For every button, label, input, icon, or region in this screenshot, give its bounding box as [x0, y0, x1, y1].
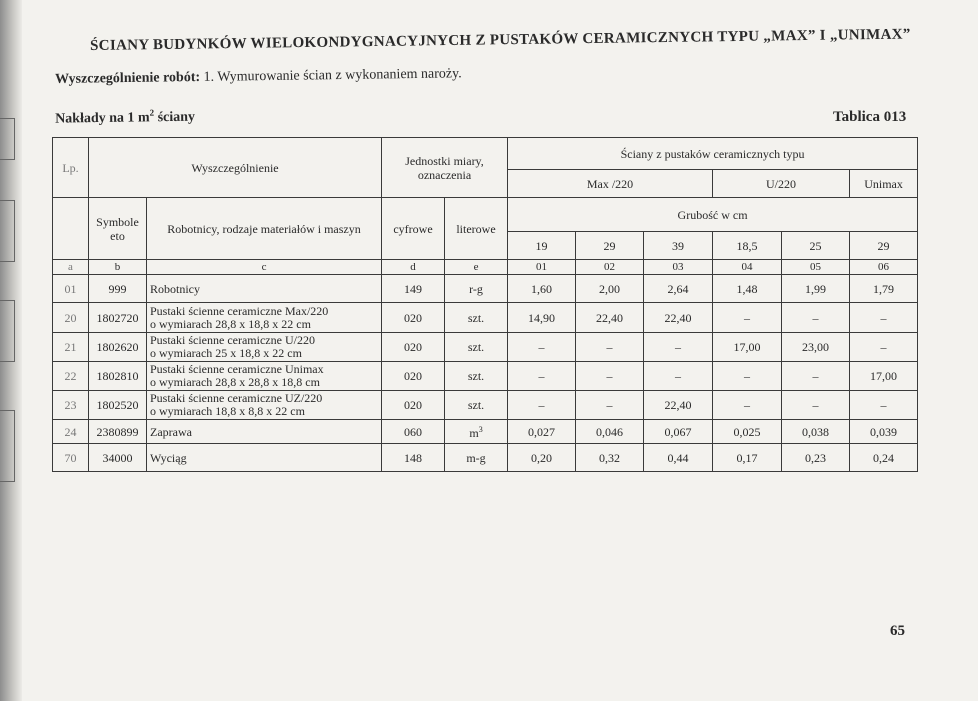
row-name: Wyciąg	[147, 444, 382, 472]
col-code: 04	[713, 260, 782, 275]
row-value: 0,038	[782, 420, 850, 444]
table-row	[53, 420, 918, 444]
row-value: –	[713, 303, 782, 333]
row-lp: 20	[53, 303, 89, 333]
row-unit-code: 020	[382, 391, 445, 420]
table-row	[53, 333, 918, 362]
row-name-line1: Pustaki ścienne ceramiczne Unimax	[150, 362, 324, 376]
margin-tab	[0, 300, 15, 362]
page-number: 65	[890, 623, 905, 639]
header-lp-blank	[53, 198, 89, 260]
margin-tab	[0, 118, 15, 160]
table-row	[53, 362, 918, 391]
row-value: –	[713, 391, 782, 420]
col-code: 05	[782, 260, 850, 275]
row-unit-code: 020	[382, 303, 445, 333]
row-value: 22,40	[644, 303, 713, 333]
header-literowe: literowe	[445, 198, 508, 260]
row-value: 0,32	[576, 444, 644, 472]
row-name	[147, 391, 382, 420]
row-value: 17,00	[850, 362, 918, 391]
row-unit-code: 149	[382, 275, 445, 303]
row-value: –	[782, 303, 850, 333]
table-row	[53, 275, 918, 303]
header-max: Max /220	[508, 170, 713, 198]
header-grubosc: Grubość w cm	[508, 198, 918, 232]
row-lp: 24	[53, 420, 89, 444]
row-value: –	[782, 391, 850, 420]
row-symbol: 2380899	[89, 420, 147, 444]
thickness-cell: 29	[576, 232, 644, 260]
letter-cell: d	[382, 260, 445, 275]
thickness-cell: 18,5	[713, 232, 782, 260]
thickness-cell: 25	[782, 232, 850, 260]
row-value: –	[850, 303, 918, 333]
row-value: –	[782, 362, 850, 391]
table-row	[53, 444, 918, 472]
row-value: –	[713, 362, 782, 391]
header-u: U/220	[713, 170, 850, 198]
header-lp: Lp.	[53, 138, 89, 198]
header-unimax: Unimax	[850, 170, 918, 198]
row-symbol: 1802520	[89, 391, 147, 420]
row-value: –	[508, 362, 576, 391]
row-lp: 22	[53, 362, 89, 391]
row-value: 1,99	[782, 275, 850, 303]
row-value: 1,79	[850, 275, 918, 303]
margin-tab	[0, 410, 15, 482]
row-value: 0,20	[508, 444, 576, 472]
row-name-line2: o wymiarach 18,8 x 8,8 x 22 cm	[150, 404, 305, 418]
col-code: 01	[508, 260, 576, 275]
row-name	[147, 333, 382, 362]
naklady-suffix: ściany	[154, 109, 196, 126]
row-value: –	[576, 391, 644, 420]
row-value: 14,90	[508, 303, 576, 333]
row-value: –	[576, 362, 644, 391]
thickness-cell: 29	[850, 232, 918, 260]
row-unit-letter: szt.	[445, 303, 508, 333]
row-lp: 70	[53, 444, 89, 472]
row-value: 22,40	[576, 303, 644, 333]
row-unit-code: 020	[382, 333, 445, 362]
row-name-line2: o wymiarach 28,8 x 28,8 x 18,8 cm	[150, 375, 320, 389]
row-value: –	[508, 391, 576, 420]
letter-cell: e	[445, 260, 508, 275]
row-unit-code: 020	[382, 362, 445, 391]
margin-tab	[0, 200, 15, 262]
row-name-line1: Pustaki ścienne ceramiczne Max/220	[150, 303, 329, 318]
header-wyszczegolnienie: Wyszczególnienie	[89, 138, 382, 198]
row-value: 0,44	[644, 444, 713, 472]
row-unit-letter: szt.	[445, 362, 508, 391]
row-lp: 21	[53, 333, 89, 362]
row-value: 0,046	[576, 420, 644, 444]
row-value: 0,067	[644, 420, 713, 444]
row-unit-letter: szt.	[445, 333, 508, 362]
naklady-prefix: Nakłady na 1 m	[55, 110, 150, 127]
row-symbol: 34000	[89, 444, 147, 472]
row-value: 0,027	[508, 420, 576, 444]
header-jednostki: Jednostki miary, oznaczenia	[382, 138, 508, 198]
naklady-heading	[55, 107, 195, 128]
letter-cell: a	[53, 260, 89, 275]
row-name-line1: Pustaki ścienne ceramiczne UZ/220	[150, 391, 323, 405]
row-value: 1,60	[508, 275, 576, 303]
row-name: Robotnicy	[147, 275, 382, 303]
row-value: 1,48	[713, 275, 782, 303]
letter-cell: c	[147, 260, 382, 275]
row-unit-code: 148	[382, 444, 445, 472]
row-name-line2: o wymiarach 25 x 18,8 x 22 cm	[150, 346, 302, 360]
row-name-line2: o wymiarach 28,8 x 18,8 x 22 cm	[150, 316, 311, 331]
row-unit-letter: m-g	[445, 444, 508, 472]
spec-label: Wyszczególnienie robót:	[55, 69, 201, 87]
row-value: 0,24	[850, 444, 918, 472]
table-row	[53, 303, 918, 333]
row-value: –	[644, 362, 713, 391]
table-row	[53, 391, 918, 420]
row-name	[147, 303, 382, 333]
thickness-cell: 39	[644, 232, 713, 260]
row-symbol: 1802810	[89, 362, 147, 391]
row-symbol: 1802620	[89, 333, 147, 362]
row-lp: 01	[53, 275, 89, 303]
table-number: Tablica 013	[833, 109, 907, 125]
row-value: –	[850, 333, 918, 362]
col-code: 02	[576, 260, 644, 275]
row-name	[147, 362, 382, 391]
letter-cell: b	[89, 260, 147, 275]
row-value: –	[508, 333, 576, 362]
row-unit-letter	[445, 420, 508, 444]
row-symbol: 1802720	[89, 303, 147, 333]
row-value: 23,00	[782, 333, 850, 362]
row-value: 0,025	[713, 420, 782, 444]
row-value: –	[576, 333, 644, 362]
naklady-sup: 2	[149, 107, 155, 118]
row-value: –	[644, 333, 713, 362]
unit-letter-sup: 3	[478, 425, 483, 434]
row-symbol: 999	[89, 275, 147, 303]
col-code: 06	[850, 260, 918, 275]
unit-letter-base: m	[469, 426, 479, 440]
row-unit-code: 060	[382, 420, 445, 444]
header-robotnicy: Robotnicy, rodzaje materiałów i maszyn	[147, 198, 382, 260]
row-value: 0,23	[782, 444, 850, 472]
header-sciany: Ściany z pustaków ceramicznych typu	[508, 138, 918, 170]
row-value: 17,00	[713, 333, 782, 362]
row-value: 22,40	[644, 391, 713, 420]
spec-text: 1. Wymurowanie ścian z wykonaniem naroży.	[203, 66, 462, 85]
norms-table	[52, 137, 918, 472]
row-value: 0,039	[850, 420, 918, 444]
work-specification	[55, 66, 462, 88]
row-name: Zaprawa	[147, 420, 382, 444]
row-lp: 23	[53, 391, 89, 420]
col-code: 03	[644, 260, 713, 275]
row-unit-letter: r-g	[445, 275, 508, 303]
header-cyfrowe: cyfrowe	[382, 198, 445, 260]
row-value: 0,17	[713, 444, 782, 472]
row-unit-letter: szt.	[445, 391, 508, 420]
row-value: 2,00	[576, 275, 644, 303]
header-symbole: Symbole eto	[89, 198, 147, 260]
row-value: 2,64	[644, 275, 713, 303]
page-title: ŚCIANY BUDYNKÓW WIELOKONDYGNACYJNYCH Z PUSTAKÓW CERAMICZNYCH TYPU „MAX” I „UNIMAX”	[90, 26, 911, 54]
thickness-cell: 19	[508, 232, 576, 260]
row-name-line1: Pustaki ścienne ceramiczne U/220	[150, 333, 315, 347]
row-value: –	[850, 391, 918, 420]
